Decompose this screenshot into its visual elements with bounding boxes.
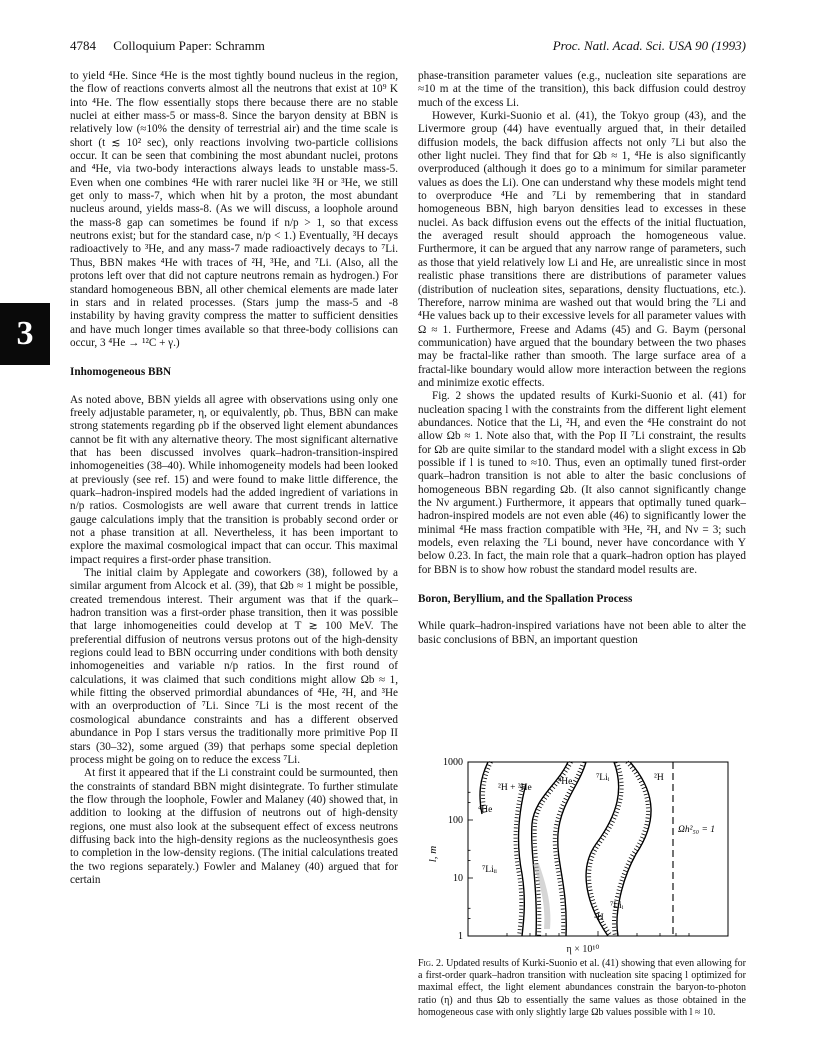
figure-caption: [418, 958, 746, 1019]
label-he4-left: ⁴He: [478, 805, 493, 815]
paragraph: While quark–hadron-inspired variations have not been able to alter the basic conclusions of BBN, an important question: [418, 620, 746, 646]
running-header-left: [70, 38, 265, 54]
y-tick-label: 1: [458, 931, 463, 940]
paragraph: At first it appeared that if the Li constraint could be surmounted, then the constraints of standard BBN might disintegrate. To further stimulate the flow through the loophole, Fowler and Malaney (40) showed that, in addition to looking at the diffusion of neutrons out of high-density regions, one must also look at the subsequent effect of excess neutrons diffusing back into the high-density regions as the nucleosynthesis goes to completion in the low-density regions. (The initial calculations treated the two regions separately.) Fowler and Malaney (40) argued that for certain: [70, 767, 398, 886]
y-tick-label: 10: [453, 873, 463, 884]
y-axis-label: l, m: [427, 845, 439, 863]
label-h2-right: ²H: [654, 773, 664, 783]
paragraph: Fig. 2 shows the updated results of Kurki-Suonio et al. (41) for nucleation spacing l with the constraints from the different light element abundances. Notice that the Li, ²H, and even the ⁴He constraint do not allow Ωb ≈ 1. Note also that, with the Pop II ⁷Li constraint, the results for Ωb are quite similar to the standard model with a slight excess in Ωb possible if l is tuned to ≈10. Thus, even an optimally tuned first-order quark–hadron transition is not able to alter the basic conclusions of homogeneous BBN regarding Ωb. (It also cannot significantly change the Nν argument.) Furthermore, it appears that optimally tuned quark–hadron-inspired models are not even able (46) to significantly lower the minimal ⁴He mass fraction compatible with ³He, ²H, and Nν = 3; such models, even relaxing the ⁷Li bound, never have concordance with Y below 0.23. In fact, the main role that a quark–hadron option has played for BBN is to show how robust the standard model results are.: [418, 390, 746, 576]
section-tab-marker: 3: [0, 303, 50, 365]
paragraph: However, Kurki-Suonio et al. (41), the Tokyo group (43), and the Livermore group (44) have eventually argued that, in their detailed diffusion models, the back diffusion affects not only ⁷Li but also the other light nuclei. They find that for Ωb ≈ 1, ⁴He is also significantly overproduced (although it does go to a minimum for similar parameter values as does the Li). One can understand why these models might tend to overproduce ⁴He and ⁷Li by remembering that in standard homogeneous BBN, high baryon densities lead to excesses in these nuclei. As back diffusion evens out the effects of the initial fluctuation, the averaged result should approach the homogeneous value. Furthermore, it can be argued that any narrow range of parameters, such as those that yield relatively low Li and He, are unrealistic since in most realistic phase transitions there are distributions of parameter values (distribution of nucleation sites, separations, density fluctuations, etc.). Therefore, narrow minima are washed out that would bring the ⁷Li and ⁴He values back up to their excessive levels for all parameter values with Ω ≈ 1. Furthermore, Freese and Adams (45) and G. Baym (personal communication) have argued that the boundary between the two phases may be fractal-like rather than smooth. The large surface area of a fractal-like boundary would allow more interaction between the regions and minimize exotic effects.: [418, 110, 746, 389]
figure-2: [418, 754, 748, 940]
caption-text: Updated results of Kurki-Suonio et al. (41) showing that even allowing for a first-order quark–hadron transition with nucleation site spacing l optimized for maximal effect, the light element abundances constrain the baryon-to-photon ratio (η) and thus Ωb to essentially the same values as those obtained in the homogeneous case with only slightly large Ωb values possible with l ≈ 10.: [418, 958, 746, 1018]
journal-citation: Proc. Natl. Acad. Sci. USA 90 (1993): [552, 38, 746, 53]
label-h2-bottom: ²H: [594, 913, 604, 923]
label-li7-ii: ⁷Liᵢᵢ: [482, 865, 497, 875]
y-axis-ticks: [468, 762, 473, 936]
y-tick-label: 100: [448, 815, 463, 826]
label-omega: Ωh²₅₀ = 1: [678, 825, 715, 835]
paragraph: phase-transition parameter values (e.g., nucleation site separations are ≈10 m at the time of the transition), this back diffusion could destroy much of the excess Li.: [418, 70, 746, 109]
paragraph: The initial claim by Applegate and coworkers (38), followed by a similar argument from Alcock et al. (39), that Ωb ≈ 1 might be possible, created tremendous interest. Their argument was that if the quark–hadron transition was a first-order phase transition, then it was possible that large inhomogeneities could develop at T ≳ 100 MeV. The preferential diffusion of neutrons versus protons out of the high-density regions could lead to BBN occurring under conditions with both density inhomogeneities and variable n/p ratios. In the first round of calculations, it was claimed that such conditions might allow Ωb ≈ 1, while fitting the observed primordial abundances of ⁴He, ²H, and ³He with an overproduction of ⁷Li. Since ⁷Li is the most recent of the cosmological abundance constraints and has a different observed abundance in Pop I stars versus the traditionally more primitive Pop II stars (30–32), some argued (39) that perhaps some special depletion process might be going on to reduce the excess ⁷Li.: [70, 567, 398, 766]
section-heading: Inhomogeneous BBN: [70, 366, 172, 379]
y-tick-label: 1000: [443, 757, 463, 768]
he4-mid-hatch: [555, 762, 583, 936]
page-number: 4784: [70, 38, 96, 53]
label-li7-i-bottom: ⁷Liᵢ: [610, 901, 624, 911]
paragraph: to yield ⁴He. Since ⁴He is the most tightly bound nucleus in the region, the flow of reactions converts almost all the neutrons that exist at 10⁹ K into ⁴He. The flow essentially stops there because there are no stable nuclei at either mass-5 or mass-8. Since the baryon density at BBN is relatively low (≈10% the density of terrestrial air) and the time scale is short (t ≲ 10² sec), only reactions involving two-particle collisions occur. It can be seen that combining the most abundant nuclei, protons and ⁴He, via two-body interactions always leads to unstable mass-5. Even when one combines ⁴He with rarer nuclei like ³H or ³He, we still get only to mass-7, which when hit by a proton, the most abundant nucleus around, yields mass-8. (As we will discuss, a loophole around the mass-8 gap can sometimes be found if n/p > 1, so that excess neutrons exist; but for the standard case, n/p < 1.) Eventually, ³H decays radioactively to ³He, and any mass-7 made radioactively decays to ⁷Li. Thus, BBN makes ⁴He with traces of ²H, ³He, and ⁷Li. (Also, all the protons left over that did not capture neutrons remain as hydrogen.) For standard homogeneous BBN, all other chemical elements are made later in stars and in related processes. (Stars jump the mass-5 and -8 instability by having gravity compress the matter to sufficient densities and have much longer times available so that three-body collisions can occur, 3 ⁴He → ¹²C + γ.): [70, 70, 398, 349]
right-column: [418, 70, 746, 647]
left-column: [70, 70, 398, 887]
x-axis-ticks: [468, 931, 728, 936]
label-h2-he3: ²H + ³He: [498, 783, 532, 793]
caption-lead: Fig. 2.: [418, 958, 444, 969]
paragraph: As noted above, BBN yields all agree with observations using only one freely adjustable parameter, η, or equivalently, ρb. Thus, BBN can make strong statements regarding ρb if the observed light element abundances cannot be fit with any alternative theory. The most significant alternative that has been discussed involves quark–hadron-transition-inspired inhomogeneities (38–40). While inhomogeneity models had been looked at previously (see ref. 15) and were found to make little difference, the quark–hadron-inspired models had the added ingredient of variations in n/p ratios. Cosmologists are well aware that current trends in lattice gauge calculations imply that the transition is probably second order or not a phase transition at all. Nevertheless, it has been important to explore the maximal cosmological impact that can occur. This maximal impact requires a first-order phase transition.: [70, 393, 398, 566]
x-axis-label: η × 10¹⁰: [566, 944, 600, 955]
label-he4-mid: ⁴He: [558, 777, 573, 787]
he4-mid-curve: [558, 762, 586, 936]
label-li7-i-top: ⁷Liᵢ: [596, 773, 610, 783]
section-heading: Boron, Beryllium, and the Spallation Process: [418, 593, 633, 606]
figure-plot: [418, 754, 748, 940]
header-title: Colloquium Paper: Schramm: [113, 38, 265, 53]
